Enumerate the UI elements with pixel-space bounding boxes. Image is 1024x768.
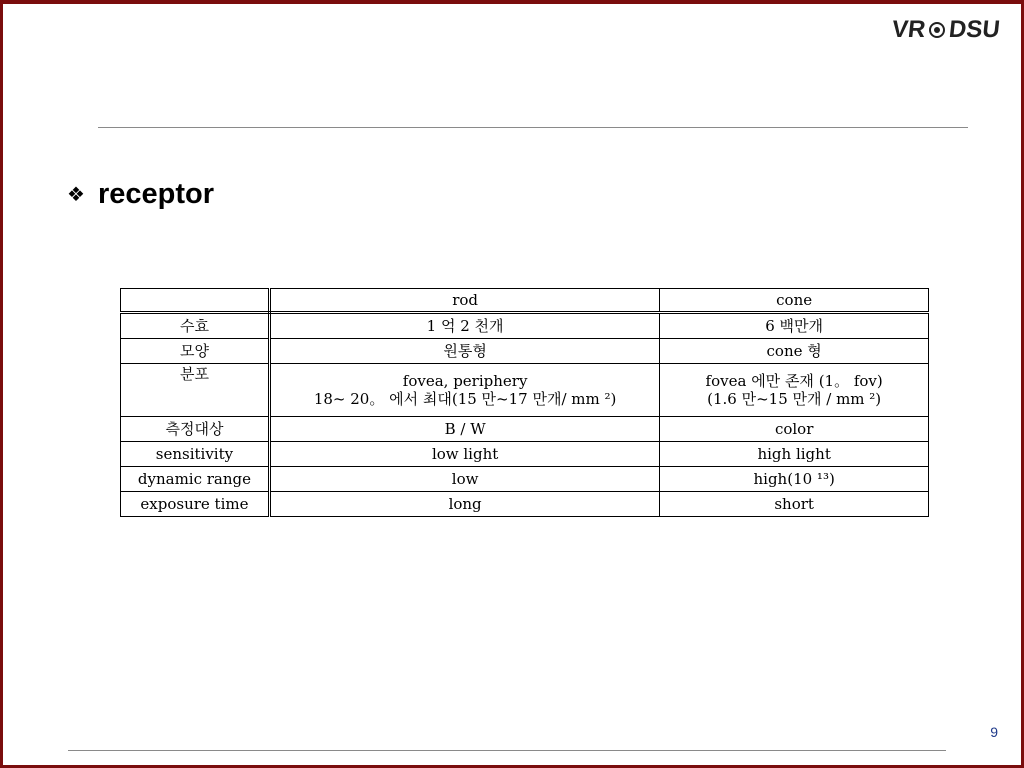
cone-cell-line2: (1.6 만~15 만개 / mm ²) (707, 390, 882, 408)
bottom-divider (68, 750, 946, 751)
cone-cell: high(10 ¹³) (660, 467, 929, 492)
rod-cell: 원통형 (269, 339, 659, 364)
header-cone-cell: cone (660, 289, 929, 313)
four-diamond-bullet-icon: ❖ (67, 184, 85, 206)
row-label: 측정대상 (121, 417, 270, 442)
logo-ring-icon (929, 22, 945, 38)
table-row (121, 442, 929, 467)
vr-dsu-logo (892, 14, 1000, 46)
cone-cell: short (660, 492, 929, 517)
heading-text: receptor (98, 178, 215, 210)
table-row (121, 467, 929, 492)
bullet-heading (64, 178, 214, 211)
top-divider (98, 127, 968, 128)
rod-cell: long (269, 492, 659, 517)
cone-cell: 6 백만개 (660, 313, 929, 339)
rod-cell: B / W (269, 417, 659, 442)
logo-dsu-text: DSU (947, 16, 1002, 43)
cone-cell: color (660, 417, 929, 442)
logo-vr-text: VR (890, 16, 927, 43)
row-label (121, 364, 270, 417)
cone-cell: high light (660, 442, 929, 467)
cone-cell (660, 364, 929, 417)
rod-cell-line1: fovea, periphery (402, 372, 528, 390)
rod-cell: low (269, 467, 659, 492)
row-label: exposure time (121, 492, 270, 517)
cone-cell: cone 형 (660, 339, 929, 364)
row-label-text: 분포 (179, 365, 209, 383)
table-row (121, 339, 929, 364)
rod-cell: low light (269, 442, 659, 467)
table-header-row (121, 289, 929, 313)
rod-cell-line2: 18~ 20。 에서 최대(15 만~17 만개/ mm ²) (313, 390, 617, 408)
rod-cell (269, 364, 659, 417)
table-row (121, 417, 929, 442)
row-label: 모양 (121, 339, 270, 364)
page-number: 9 (990, 724, 998, 740)
rod-cell: 1 억 2 천개 (269, 313, 659, 339)
row-label: sensitivity (121, 442, 270, 467)
receptor-table (120, 288, 929, 517)
row-label: dynamic range (121, 467, 270, 492)
row-label: 수효 (121, 313, 270, 339)
table-row (121, 364, 929, 417)
header-label-cell (121, 289, 270, 313)
table-row (121, 492, 929, 517)
header-rod-cell: rod (269, 289, 659, 313)
cone-cell-line1: fovea 에만 존재 (1。 fov) (705, 372, 883, 390)
table-row (121, 313, 929, 339)
